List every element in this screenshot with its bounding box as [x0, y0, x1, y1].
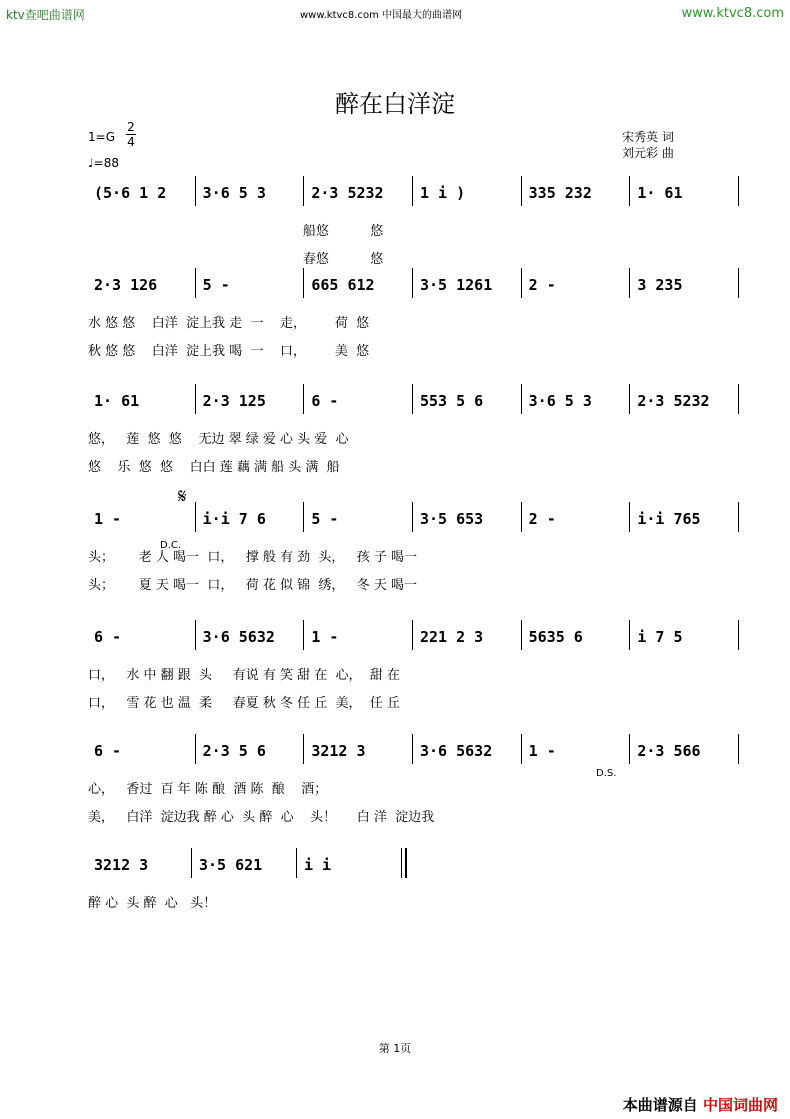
bar-line: [303, 502, 304, 532]
measure-notes: 1· 61: [637, 184, 683, 202]
measure-notes: 6 -: [311, 392, 339, 410]
notes-line: [88, 620, 740, 650]
measure-notes: 6 -: [94, 742, 122, 760]
page-number: 第 1页: [378, 1042, 412, 1055]
measure-notes: 2·3 125: [202, 392, 266, 410]
measure-notes: 3·5 653: [420, 510, 484, 528]
measure-notes: 2·3 5232: [637, 392, 710, 410]
bar-line: [738, 268, 739, 298]
watermark-prefix: 本曲谱源自: [622, 1096, 698, 1114]
measure-notes: 5 -: [202, 276, 230, 294]
measure-notes: 3 235: [637, 276, 683, 294]
bar-line: [738, 620, 739, 650]
measure-notes: (5·6 1 2: [94, 184, 167, 202]
bar-line: [629, 620, 630, 650]
lyric-line-2: 悠 乐 悠 悠 白白 莲 藕 满 船 头 满 船: [88, 460, 340, 475]
tempo-marking: ♩=88: [88, 156, 119, 170]
measure-notes: i 7 5: [637, 628, 683, 646]
site-header-center: www.ktvc8.com 中国最大的曲谱网: [300, 10, 463, 21]
source-watermark: [623, 1094, 778, 1115]
lyric-line-1: 醉 心 头 醉 心 头！: [88, 896, 217, 911]
measure-notes: 1 -: [528, 742, 556, 760]
dc-mark: D.C.: [160, 540, 182, 551]
measure-notes: i i: [304, 856, 332, 874]
bar-line: [738, 176, 739, 206]
measure-notes: 2 -: [528, 510, 556, 528]
site-header-right: www.ktvc8.com: [681, 6, 784, 21]
measure-notes: 221 2 3: [420, 628, 484, 646]
song-title: 醉在白洋淀: [335, 90, 455, 118]
lyric-line-1: 悠， 莲 悠 悠 无边 翠 绿 爱 心 头 爱 心: [88, 432, 349, 447]
measure-notes: 3212 3: [311, 742, 366, 760]
bar-line: [303, 268, 304, 298]
bar-line: [629, 268, 630, 298]
lyric-line-2: 头； 夏 天 喝一 口， 荷 花 似 锦 绣， 冬 天 喝一: [88, 578, 418, 593]
bar-line: [296, 848, 297, 878]
bar-line: [195, 734, 196, 764]
bar-line: [412, 384, 413, 414]
lyric-line-2: 春悠 悠: [88, 252, 384, 267]
bar-line: [303, 620, 304, 650]
bar-line: [521, 502, 522, 532]
bar-line: [738, 734, 739, 764]
bar-line: [195, 620, 196, 650]
bar-line: [629, 176, 630, 206]
bar-line: [195, 268, 196, 298]
bar-line: [195, 502, 196, 532]
time-sig-bottom: 4: [127, 135, 135, 149]
final-bar-line: [405, 848, 407, 878]
bar-line: [303, 176, 304, 206]
lyric-line-1: 头； 老 人 喝一 口， 撑 般 有 劲 头， 孩 子 喝一: [88, 550, 418, 565]
measure-notes: i·i 765: [637, 510, 701, 528]
measure-notes: 2 -: [528, 276, 556, 294]
ds-mark: D.S.: [596, 768, 617, 779]
segno-mark: 𝄋: [178, 484, 187, 508]
lyric-line-2: 口， 雪 花 也 温 柔 春夏 秋 冬 任 丘 美， 任 丘: [88, 696, 400, 711]
lyric-line-1: 口， 水 中 翻 跟 头 有说 有 笑 甜 在 心， 甜 在: [88, 668, 400, 683]
lyricist-credit: 宋秀英 词: [622, 130, 674, 144]
lyric-line-1: 心， 香过 百 年 陈 酿 酒 陈 酿 酒；: [88, 782, 328, 797]
lyric-line-2: 美， 白洋 淀边我 醉 心 头 醉 心 头！ 白 洋 淀边我: [88, 810, 435, 825]
bar-line: [629, 502, 630, 532]
key-signature: 1=G: [88, 130, 115, 144]
notes-line: [88, 268, 740, 298]
bar-line: [401, 848, 402, 878]
measure-notes: 3·6 5 3: [528, 392, 592, 410]
lyric-line-2: 秋 悠 悠 白洋 淀上我 喝 一 口， 美 悠: [88, 344, 370, 359]
measure-notes: 3·6 5632: [420, 742, 493, 760]
notes-line: [88, 384, 740, 414]
lyric-line-1: 水 悠 悠 白洋 淀上我 走 一 走， 荷 悠: [88, 316, 370, 331]
bar-line: [195, 176, 196, 206]
measure-notes: i·i 7 6: [202, 510, 266, 528]
measure-notes: 1· 61: [94, 392, 140, 410]
measure-notes: 1 -: [311, 628, 339, 646]
bar-line: [303, 384, 304, 414]
measure-notes: 3212 3: [94, 856, 149, 874]
measure-notes: 1 i ): [420, 184, 466, 202]
bar-line: [195, 384, 196, 414]
measure-notes: 3·6 5632: [202, 628, 275, 646]
bar-line: [521, 734, 522, 764]
bar-line: [521, 620, 522, 650]
measure-notes: 553 5 6: [420, 392, 484, 410]
notes-line: [88, 176, 740, 206]
site-header-left: ktv查吧曲谱网: [6, 8, 85, 22]
notes-line: [88, 848, 740, 878]
measure-notes: 2·3 5 6: [202, 742, 266, 760]
notes-line: [88, 734, 740, 764]
measure-notes: 2·3 566: [637, 742, 701, 760]
time-signature: [126, 120, 136, 149]
measure-notes: 335 232: [528, 184, 592, 202]
bar-line: [629, 384, 630, 414]
bar-line: [521, 176, 522, 206]
bar-line: [738, 502, 739, 532]
measure-notes: 6 -: [94, 628, 122, 646]
measure-notes: 2·3 126: [94, 276, 158, 294]
lyric-line-1: 船悠 悠: [88, 224, 384, 239]
measure-notes: 3·6 5 3: [202, 184, 266, 202]
composer-credit: 刘元彩 曲: [622, 146, 674, 160]
bar-line: [412, 268, 413, 298]
bar-line: [629, 734, 630, 764]
bar-line: [303, 734, 304, 764]
bar-line: [738, 384, 739, 414]
bar-line: [521, 384, 522, 414]
bar-line: [412, 620, 413, 650]
bar-line: [191, 848, 192, 878]
measure-notes: 1 -: [94, 510, 122, 528]
watermark-site: 中国词曲网: [702, 1096, 778, 1114]
measure-notes: 5635 6: [528, 628, 583, 646]
measure-notes: 665 612: [311, 276, 375, 294]
time-sig-top: 2: [127, 120, 135, 134]
measure-notes: 5 -: [311, 510, 339, 528]
bar-line: [412, 734, 413, 764]
bar-line: [412, 176, 413, 206]
bar-line: [521, 268, 522, 298]
measure-notes: 3·5 621: [199, 856, 263, 874]
bar-line: [412, 502, 413, 532]
measure-notes: 3·5 1261: [420, 276, 493, 294]
measure-notes: 2·3 5232: [311, 184, 384, 202]
